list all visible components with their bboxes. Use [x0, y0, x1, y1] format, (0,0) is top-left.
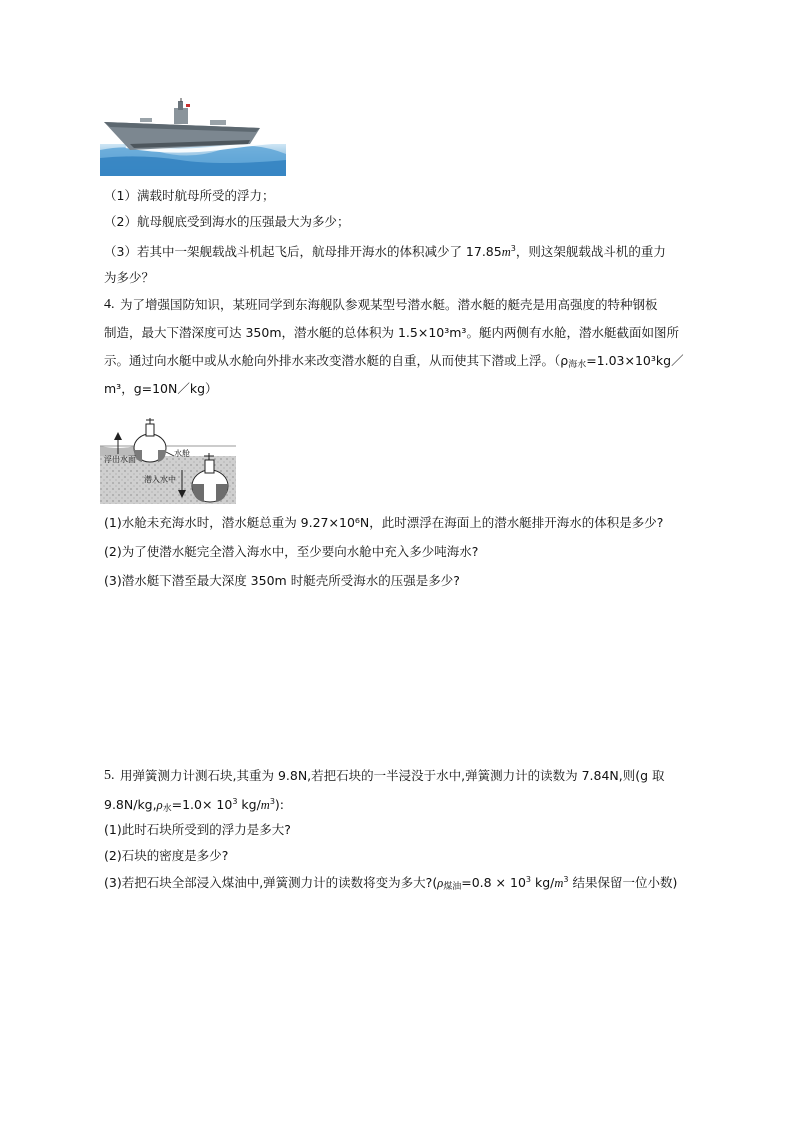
- q4-sub-3: (3)潜水艇下潜至最大深度 350m 时艇壳所受海水的压强是多少?: [104, 573, 460, 588]
- q3-part-2: （2）航母舰底受到海水的压强最大为多少；: [104, 214, 350, 229]
- q5-number: 5.: [104, 768, 115, 783]
- q4-sub-2: (2)为了使潜水艇完全潜入海水中，至少要向水舱中充入多少吨海水?: [104, 544, 479, 559]
- q5-sub-3: (3)若把石块全部浸入煤油中,弹簧测力计的读数将变为多大?(ρ煤油$=0.8 \times 10^3$ $kg/m^3$ 结果保留一位小数): [104, 875, 678, 892]
- q5-sub-1: (1)此时石块所受到的浮力是多大?: [104, 822, 291, 837]
- q5-sub-2: (2)石块的密度是多少?: [104, 848, 229, 863]
- q4-stem-line-3: 示。通过向水艇中或从水舱向外排水来改变潜水艇的自重，从而使其下潜或上浮。（ρ海水=1.03×10³kg／: [104, 353, 684, 370]
- q4-sub-1: (1)水舱未充海水时，潜水艇总重为 9.27×10⁶N，此时漂浮在海面上的潜水艇排开海水的体积是多少?: [104, 515, 664, 530]
- q4-stem-line-1: 为了增强国防知识，某班同学到东海舰队参观某型号潜水艇。潜水艇的艇壳是用高强度的特种钢板: [120, 297, 658, 312]
- dive-label: 潜入水中: [144, 475, 176, 484]
- q3-part-3: （3）若其中一架舰载战斗机起飞后，航母排开海水的体积减少了 $17.85m^3$，则这架舰载战斗机的重力: [104, 244, 666, 259]
- tank-label: 水舱: [174, 449, 190, 458]
- q4-stem-line-4: m³，g=10N／kg）: [104, 381, 218, 396]
- q3-part-3-cont: 为多少？: [104, 270, 155, 285]
- submarine-figure: [100, 410, 236, 504]
- float-label: 浮出水面: [104, 455, 136, 464]
- aircraft-carrier-image: [100, 98, 286, 176]
- q3-part-1: （1）满载时航母所受的浮力；: [104, 188, 275, 203]
- q4-number: 4.: [104, 297, 115, 312]
- q5-stem-line-1: 用弹簧测力计测石块,其重为 9.8N,若把石块的一半浸没于水中,弹簧测力计的读数为 7.84N,则(g 取: [120, 768, 665, 783]
- q4-stem-line-2: 制造，最大下潜深度可达 350m，潜水艇的总体积为 1.5×10³m³。艇内两侧有水舱，潜水艇截面如图所: [104, 325, 679, 340]
- q5-stem-line-2: 9.8N/kg,ρ水$=1.0\times 10^3$ $kg/m^3$):: [104, 797, 284, 814]
